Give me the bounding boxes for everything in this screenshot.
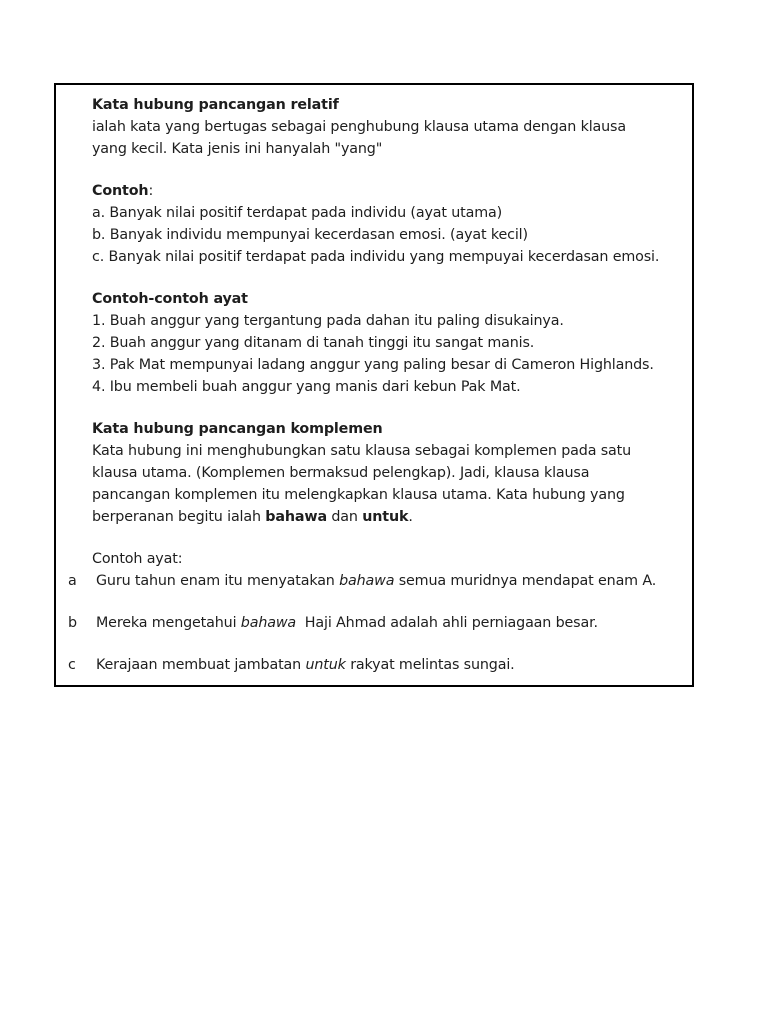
example-c-italic: untuk bbox=[305, 657, 346, 673]
example-a bbox=[96, 572, 656, 590]
complement-line-3: pancangan komplemen itu melengkapkan klausa utama. Kata hubung yang bbox=[92, 487, 625, 503]
example-a-italic: bahawa bbox=[339, 573, 395, 589]
complement-line-2: klausa utama. (Komplemen bermaksud pelengkap). Jadi, klausa klausa bbox=[92, 465, 590, 481]
example-c-pre: Kerajaan membuat jambatan bbox=[96, 657, 306, 673]
relative-heading: Kata hubung pancangan relatif bbox=[92, 97, 339, 113]
complement-line-4 bbox=[92, 508, 413, 526]
complement-line-4-pre: berperanan begitu ialah bbox=[92, 509, 266, 525]
example-c bbox=[96, 656, 515, 674]
contoh-item-a: a. Banyak nilai positif terdapat pada individu (ayat utama) bbox=[92, 205, 503, 221]
complement-line-4-mid: dan bbox=[326, 509, 363, 525]
example-b bbox=[96, 614, 598, 632]
ayat-item-3: 3. Pak Mat mempunyai ladang anggur yang paling besar di Cameron Highlands. bbox=[92, 357, 654, 373]
example-marker-a: a bbox=[68, 573, 77, 589]
example-b-post: Haji Ahmad adalah ahli perniagaan besar. bbox=[296, 615, 598, 631]
example-c-post: rakyat melintas sungai. bbox=[345, 657, 515, 673]
example-b-italic: bahawa bbox=[240, 615, 297, 631]
complement-heading: Kata hubung pancangan komplemen bbox=[92, 421, 383, 437]
relative-definition-line-2: yang kecil. Kata jenis ini hanyalah "yang" bbox=[92, 141, 383, 157]
contoh-ayat-label: Contoh ayat: bbox=[92, 551, 183, 567]
ayat-item-1: 1. Buah anggur yang tergantung pada dahan itu paling disukainya. bbox=[92, 313, 564, 329]
contoh-colon: : bbox=[148, 183, 154, 199]
ayat-item-2: 2. Buah anggur yang ditanam di tanah tinggi itu sangat manis. bbox=[92, 335, 535, 351]
ayat-item-4: 4. Ibu membeli buah anggur yang manis dari kebun Pak Mat. bbox=[92, 379, 521, 395]
keyword-untuk: untuk bbox=[362, 509, 409, 525]
complement-line-4-end: . bbox=[408, 509, 413, 525]
example-a-post: semua muridnya mendapat enam A. bbox=[394, 573, 657, 589]
keyword-bahawa: bahawa bbox=[265, 509, 327, 525]
contoh-item-c: c. Banyak nilai positif terdapat pada individu yang mempuyai kecerdasan emosi. bbox=[92, 249, 660, 265]
ayat-heading: Contoh-contoh ayat bbox=[92, 291, 248, 307]
example-marker-c: c bbox=[68, 657, 76, 673]
example-marker-b: b bbox=[68, 615, 78, 631]
complement-line-1: Kata hubung ini menghubungkan satu klausa sebagai komplemen pada satu bbox=[92, 443, 631, 459]
contoh-label: Contoh bbox=[92, 183, 149, 199]
relative-definition-line-1: ialah kata yang bertugas sebagai penghubung klausa utama dengan klausa bbox=[92, 119, 626, 135]
example-b-pre: Mereka mengetahui bbox=[96, 615, 241, 631]
contoh-item-b: b. Banyak individu mempunyai kecerdasan emosi. (ayat kecil) bbox=[92, 227, 528, 243]
contoh-label-line bbox=[92, 182, 153, 200]
document-box bbox=[54, 83, 694, 687]
example-a-pre: Guru tahun enam itu menyatakan bbox=[96, 573, 340, 589]
